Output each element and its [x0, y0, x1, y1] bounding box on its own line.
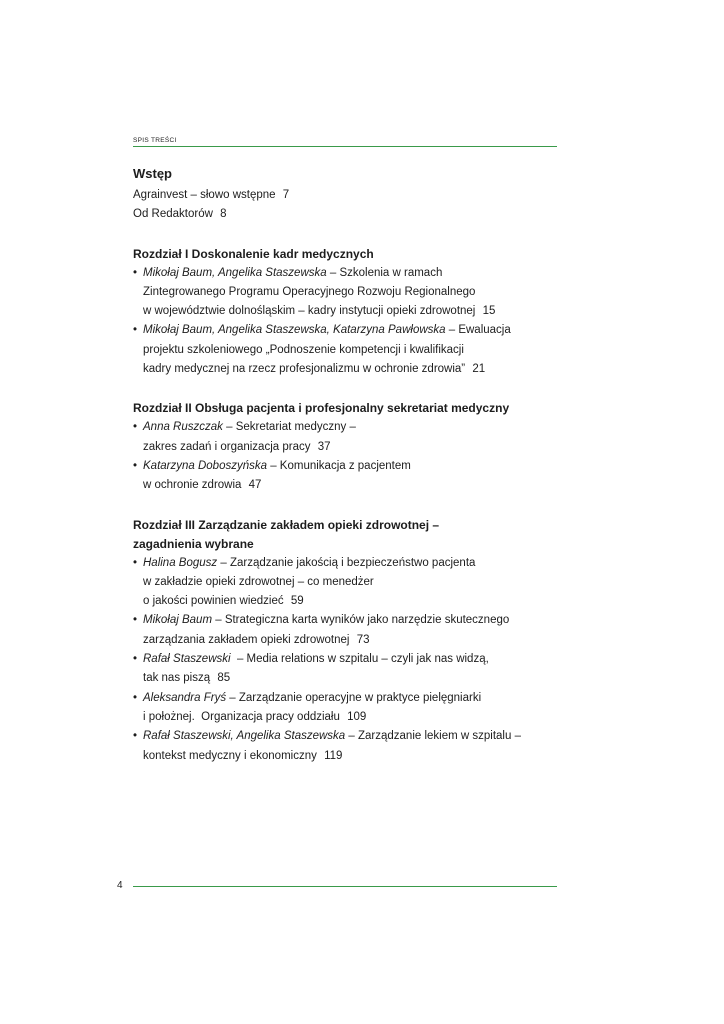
entry-title: – Zarządzanie lekiem w szpitalu – — [345, 730, 521, 743]
toc-entry[interactable] — [133, 264, 547, 322]
entry-author: Mikołaj Baum, Angelika Staszewska, Katarzyna Pawłowska — [143, 324, 446, 337]
bullet: • — [133, 556, 138, 569]
entry-title-cont: tak nas piszą — [143, 672, 211, 685]
entry-author: Mikołaj Baum, Angelika Staszewska — [143, 266, 327, 279]
entry-title-cont: w ochronie zdrowia — [143, 479, 242, 492]
section-heading: Wstęp — [133, 166, 172, 181]
header-rule — [133, 146, 557, 147]
entry-title: – Szkolenia w ramach — [326, 266, 443, 279]
page-ref: 21 — [472, 363, 486, 376]
entry-title: – Komunikacja z pacjentem — [267, 459, 411, 472]
entry-title-cont: w województwie dolnośląskim – kadry instytucji opieki zdrowotnej — [143, 305, 476, 318]
page-ref: 15 — [482, 305, 496, 318]
bullet: • — [133, 421, 138, 434]
toc-entry[interactable] — [133, 205, 547, 224]
toc-entry[interactable] — [133, 186, 547, 205]
entry-title-cont: w zakładzie opieki zdrowotnej – co menedżer — [143, 575, 374, 588]
running-header: SPIS TREŚCI — [133, 137, 177, 144]
entry-title-cont: zarządzania zakładem opieki zdrowotnej — [143, 633, 350, 646]
entry-title: Agrainvest – słowo wstępne — [133, 189, 276, 201]
page-ref: 85 — [217, 672, 231, 685]
bullet: • — [133, 691, 138, 704]
bullet: • — [133, 614, 138, 627]
entry-title-cont: o jakości powinien wiedzieć — [143, 595, 284, 608]
section-chapter-3 — [133, 516, 547, 766]
bullet: • — [133, 459, 138, 472]
entry-author: Mikołaj Baum — [143, 614, 213, 627]
entry-title-cont: projektu szkoleniowego „Podnoszenie kompetencji i kwalifikacji — [143, 343, 464, 356]
section-chapter-1 — [133, 245, 547, 380]
entry-title: – Zarządzanie jakością i bezpieczeństwo pacjenta — [217, 556, 476, 569]
page-ref: 47 — [248, 479, 262, 492]
entry-author: Rafał Staszewski — [143, 653, 231, 666]
entry-title: – Media relations w szpitalu – czyli jak nas widzą, — [230, 653, 489, 666]
page-ref: 73 — [356, 633, 370, 646]
entry-title: – Ewaluacja — [445, 324, 511, 337]
toc-entry[interactable] — [133, 611, 547, 650]
toc-entry[interactable] — [133, 650, 547, 689]
toc-entry[interactable] — [133, 554, 547, 612]
entry-title-cont: Zintegrowanego Programu Operacyjnego Rozwoju Regionalnego — [143, 285, 476, 298]
page-ref: 37 — [317, 440, 331, 453]
page-ref: 109 — [347, 710, 367, 723]
page-number: 4 — [117, 880, 123, 891]
entry-author: Rafał Staszewski, Angelika Staszewska — [143, 730, 346, 743]
toc-entry[interactable] — [133, 418, 547, 457]
bullet: • — [133, 324, 138, 337]
toc-entry[interactable] — [133, 689, 547, 728]
entry-title-cont: zakres zadań i organizacja pracy — [143, 440, 311, 453]
section-chapter-2 — [133, 399, 547, 495]
entry-author: Anna Ruszczak — [143, 421, 223, 434]
bullet: • — [133, 653, 138, 666]
entry-author: Aleksandra Fryś — [143, 691, 227, 704]
entry-title: – Sekretariat medyczny – — [222, 421, 356, 434]
entry-title-cont: i położnej. Organizacja pracy oddziału — [143, 710, 340, 723]
page-ref: 8 — [220, 208, 227, 221]
bullet: • — [133, 266, 138, 279]
toc-entry[interactable] — [133, 457, 547, 496]
section-heading: Rozdział III Zarządzanie zakładem opieki zdrowotnej – — [133, 517, 440, 532]
page-ref: 7 — [282, 189, 290, 201]
footer-rule — [133, 886, 557, 887]
entry-title-cont: kontekst medyczny i ekonomiczny — [143, 749, 317, 762]
section-heading: Rozdział I Doskonalenie kadr medycznych — [133, 246, 374, 261]
toc-entry[interactable] — [133, 321, 547, 379]
entry-author: Katarzyna Doboszyńska — [143, 459, 268, 472]
bullet: • — [133, 730, 138, 743]
entry-title: – Zarządzanie operacyjne w praktyce pielęgniarki — [226, 691, 482, 704]
toc-entry[interactable] — [133, 727, 547, 766]
entry-title-cont: kadry medycznej na rzecz profesjonalizmu w ochronie zdrowia” — [143, 363, 466, 376]
section-heading-cont: zagadnienia wybrane — [133, 536, 254, 551]
entry-title: Od Redaktorów — [133, 208, 213, 221]
section-heading: Rozdział II Obsługa pacjenta i profesjonalny sekretariat medyczny — [133, 401, 510, 416]
table-of-contents — [133, 164, 547, 786]
entry-title: – Strategiczna karta wyników jako narzędzie skutecznego — [212, 614, 510, 627]
page-ref: 119 — [324, 749, 343, 762]
page-ref: 59 — [290, 595, 304, 608]
section-intro — [133, 164, 547, 225]
entry-author: Halina Bogusz — [143, 556, 218, 569]
